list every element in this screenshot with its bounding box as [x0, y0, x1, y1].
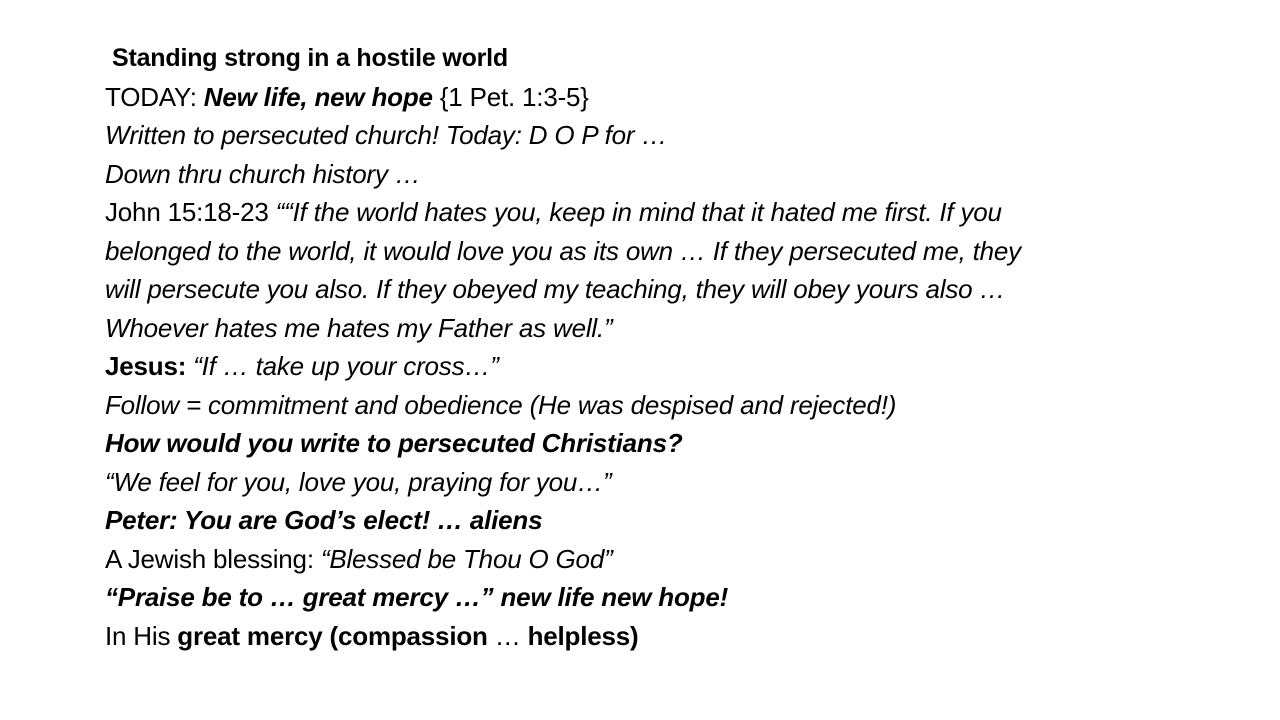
text-line-mercy — [105, 617, 1205, 656]
text-line-feel: “We feel for you, love you, praying for you…” — [105, 466, 612, 497]
today-topic: New life, new hope — [203, 81, 433, 112]
today-label: TODAY: — [105, 81, 204, 112]
mercy-ellipsis: … — [487, 620, 528, 651]
text-line-blessing — [105, 540, 1205, 579]
blessing-label: A Jewish blessing: — [105, 543, 321, 574]
text-line-john — [105, 193, 1205, 232]
john-quote-start: ““If the world hates you, keep in mind that it hated me first. If you — [275, 197, 1002, 227]
jesus-label: Jesus: — [105, 351, 194, 381]
text-line-jesus — [105, 347, 1205, 386]
john-reference: John 15:18-23 — [105, 197, 276, 227]
text-line-today — [105, 78, 1205, 117]
text-line-written: Written to persecuted church! Today: D O P for … — [105, 120, 668, 150]
today-reference: {1 Pet. 1:3-5} — [432, 81, 589, 112]
mercy-phrase: great mercy (compassion — [177, 620, 488, 651]
mercy-prefix: In His — [105, 620, 178, 651]
slide-title: Standing strong in a hostile world — [112, 44, 508, 72]
text-line-question: How would you write to persecuted Christians? — [105, 428, 683, 458]
blessing-quote: “Blessed be Thou O God” — [320, 543, 613, 574]
text-line-john-2: belonged to the world, it would love you as its own … If they persecuted me, they — [105, 235, 1021, 266]
text-line-john-3: will persecute you also. If they obeyed my teaching, they will obey yours also … — [105, 274, 1006, 304]
jesus-quote: “If … take up your cross…” — [193, 351, 499, 381]
text-line-praise: “Praise be to … great mercy …” new life new hope! — [105, 582, 729, 612]
slide-body — [105, 39, 1205, 655]
text-line-john-4: Whoever hates me hates my Father as well.” — [105, 312, 613, 343]
mercy-helpless: helpless) — [527, 620, 639, 651]
text-line-history: Down thru church history … — [105, 158, 421, 189]
text-line-peter: Peter: You are God’s elect! … aliens — [105, 505, 543, 535]
text-line-follow: Follow = commitment and obedience (He was despised and rejected!) — [105, 389, 897, 420]
